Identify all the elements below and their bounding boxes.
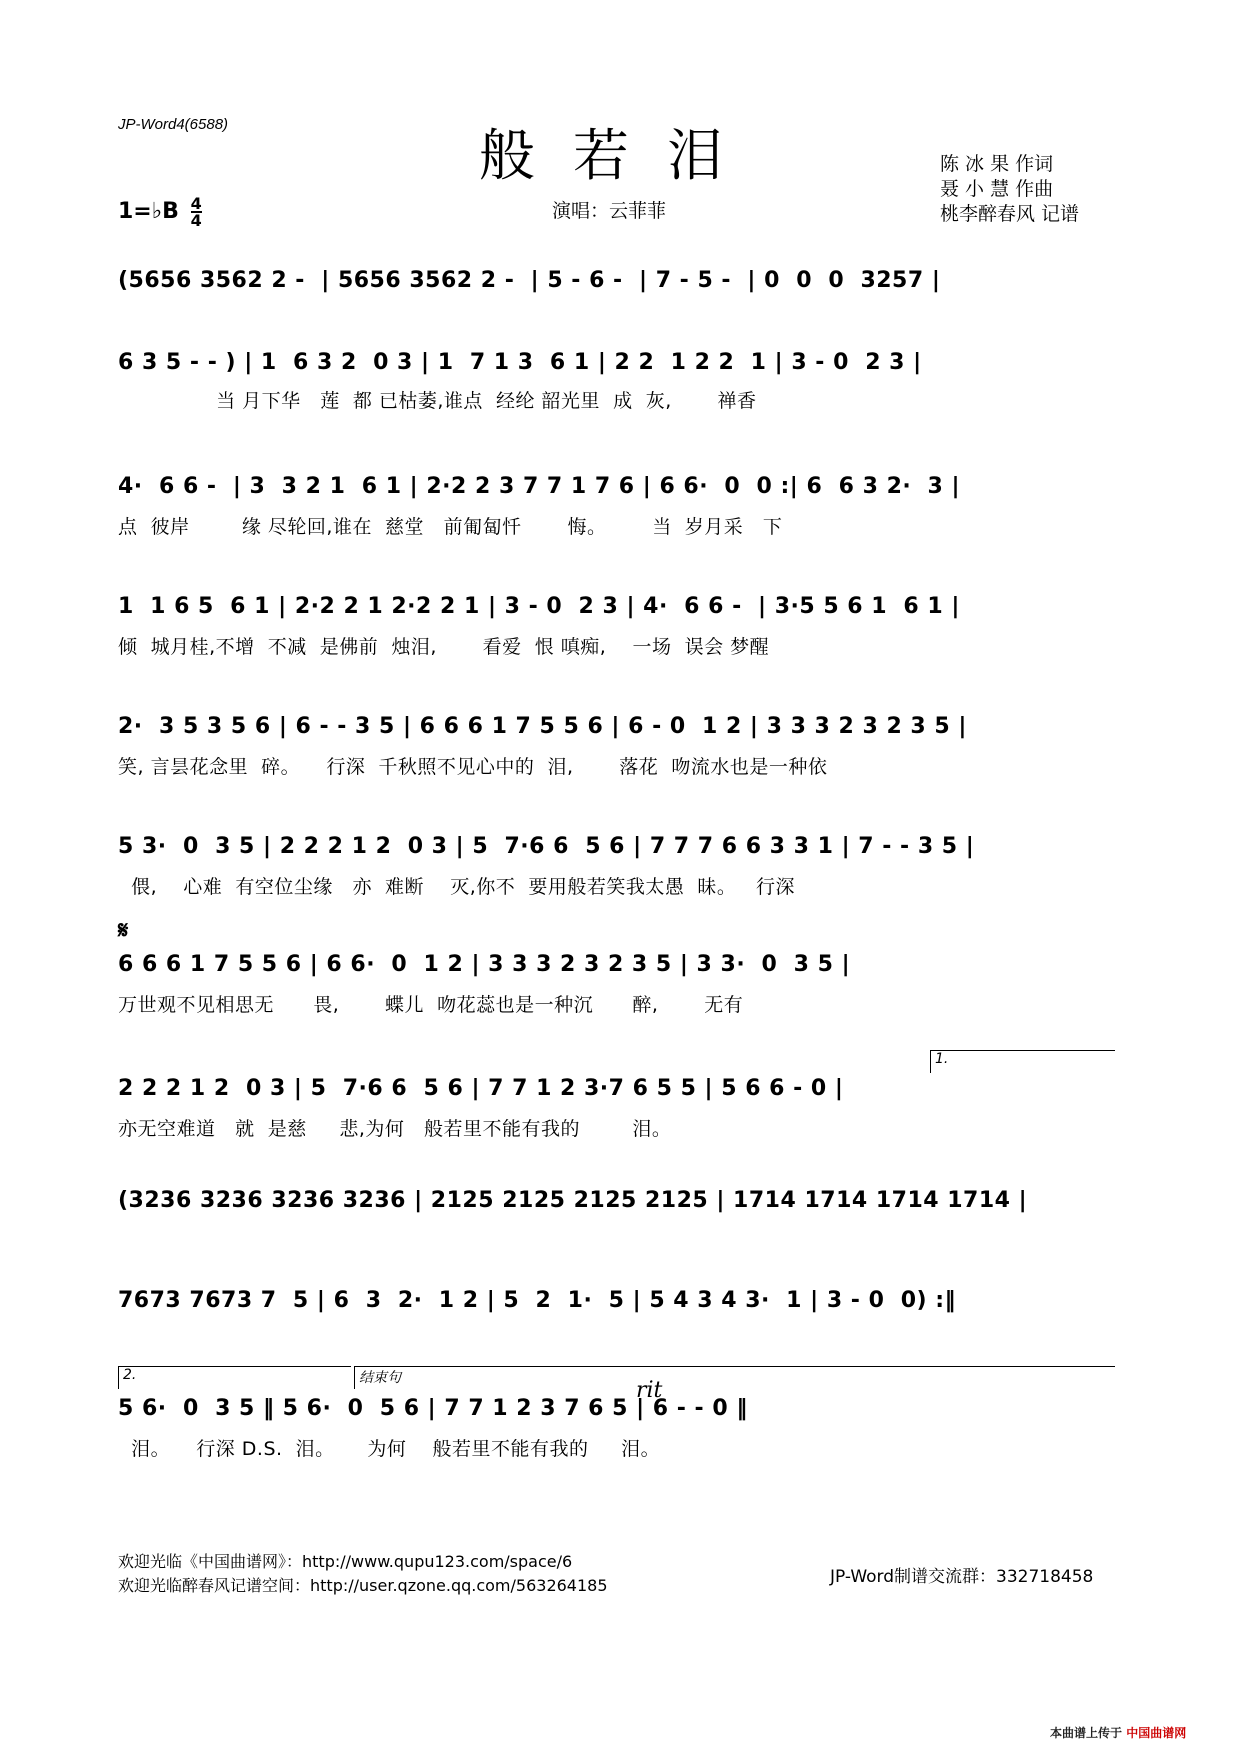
- key-label: 1=♭B: [118, 199, 179, 224]
- software-tag: JP-Word4(6588): [118, 116, 229, 133]
- footer-link-1[interactable]: 欢迎光临《中国曲谱网》：http://www.qupu123.com/space/6: [118, 1552, 573, 1571]
- lyricist-credit: 陈 冰 果 作词: [940, 153, 1054, 175]
- notes-line-6: 5 3· 0 3 5 | 2 2 2 1 2 0 3 | 5 7·6 6 5 6 | 7 7 7 6 6 3 3 1 | 7 - - 3 5 |: [118, 834, 975, 859]
- lyrics-line-11: 泪。 行深 D.S. 泪。 为何 般若里不能有我的 泪。: [118, 1438, 661, 1460]
- song-title: 般若泪: [479, 124, 761, 189]
- footer-group: JP-Word制谱交流群：332718458: [830, 1567, 1094, 1587]
- volta-1-bracket: [930, 1050, 1115, 1073]
- notes-line-1: (5656 3562 2 - | 5656 3562 2 - | 5 - 6 - | 7 - 5 - | 0 0 0 3257 |: [118, 268, 941, 293]
- notes-line-10: 7673 7673 7 5 | 6 3 2· 1 2 | 5 2 1· 5 | 5 4 3 4 3· 1 | 3 - 0 0) :‖: [118, 1288, 957, 1313]
- volta-2-bracket: [118, 1366, 351, 1389]
- lyrics-line-8: 亦无空难道 就 是慈 悲,为何 般若里不能有我的 泪。: [118, 1118, 672, 1140]
- time-signature: [191, 196, 202, 228]
- coda-label: 结束句: [359, 1370, 401, 1386]
- lyrics-line-5: 笑, 言昙花念里 碎。 行深 千秋照不见心中的 泪, 落花 吻流水也是一种依: [118, 756, 828, 778]
- time-bottom: 4: [190, 211, 202, 230]
- composer-credit: 聂 小 慧 作曲: [940, 178, 1054, 200]
- segno-sign: 𝄋: [118, 916, 129, 944]
- key-signature: [118, 196, 202, 228]
- footer-link-2[interactable]: 欢迎光临醉春风记谱空间：http://user.qzone.qq.com/563264185: [118, 1576, 608, 1595]
- transcriber-credit: 桃李醉春风 记谱: [940, 203, 1080, 225]
- credits-block: [940, 152, 1079, 227]
- notes-line-11: 5 6· 0 3 5 ‖ 5 6· 0 5 6 | 7 7 1 2 3 7 6 5 | 6 - - 0 ‖: [118, 1396, 748, 1421]
- coda-bracket: [354, 1366, 1115, 1389]
- upload-note: 本曲谱上传于: [1050, 1726, 1123, 1740]
- upload-badge: [1050, 1724, 1186, 1741]
- lyrics-line-3: 点 彼岸 缘 尽轮回,谁在 慈堂 前匍匐忏 悔。 当 岁月采 下: [118, 516, 783, 538]
- notes-line-8: 2 2 2 1 2 0 3 | 5 7·6 6 5 6 | 7 7 1 2 3·7 6 5 5 | 5 6 6 - 0 |: [118, 1076, 844, 1101]
- notes-line-2: 6 3 5 - - ) | 1 6 3 2 0 3 | 1 7 1 3 6 1 | 2 2 1 2 2 1 | 3 - 0 2 3 |: [118, 350, 922, 375]
- notes-line-5: 2· 3 5 3 5 6 | 6 - - 3 5 | 6 6 6 1 7 5 5 6 | 6 - 0 1 2 | 3 3 3 2 3 2 3 5 |: [118, 714, 967, 739]
- site-logo: 中国曲谱网: [1126, 1726, 1187, 1740]
- notes-line-9: (3236 3236 3236 3236 | 2125 2125 2125 2125 | 1714 1714 1714 1714 |: [118, 1188, 1028, 1213]
- notes-line-4: 1 1 6 5 6 1 | 2·2 2 1 2·2 2 1 | 3 - 0 2 3 | 4· 6 6 - | 3·5 5 6 1 6 1 |: [118, 594, 960, 619]
- footer-links: [118, 1550, 608, 1598]
- lyrics-line-7: 万世观不见相思无 畏, 蝶儿 吻花蕊也是一种沉 醉, 无有: [118, 994, 744, 1016]
- notes-line-3: 4· 6 6 - | 3 3 2 1 6 1 | 2·2 2 3 7 7 1 7 6 | 6 6· 0 0 :| 6 6 3 2· 3 |: [118, 474, 961, 499]
- time-top: 4: [190, 194, 202, 213]
- lyrics-line-6: 偎, 心难 有空位尘缘 亦 难断 灭,你不 要用般若笑我太愚 昧。 行深: [118, 876, 796, 898]
- singer-credit: 演唱：云菲菲: [552, 200, 667, 222]
- notes-line-7: 6 6 6 1 7 5 5 6 | 6 6· 0 1 2 | 3 3 3 2 3 2 3 5 | 3 3· 0 3 5 |: [118, 952, 851, 977]
- lyrics-line-4: 倾 城月桂,不增 不减 是佛前 烛泪, 看爱 恨 嗔痴, 一场 误会 梦醒: [118, 636, 770, 658]
- lyrics-line-2: 当 月下华 莲 都 已枯萎,谁点 经纶 韶光里 成 灰, 禅香: [118, 390, 757, 412]
- volta-2-label: 2.: [123, 1367, 137, 1383]
- volta-1-label: 1.: [935, 1051, 949, 1067]
- ritardando-mark: rit: [636, 1378, 663, 1403]
